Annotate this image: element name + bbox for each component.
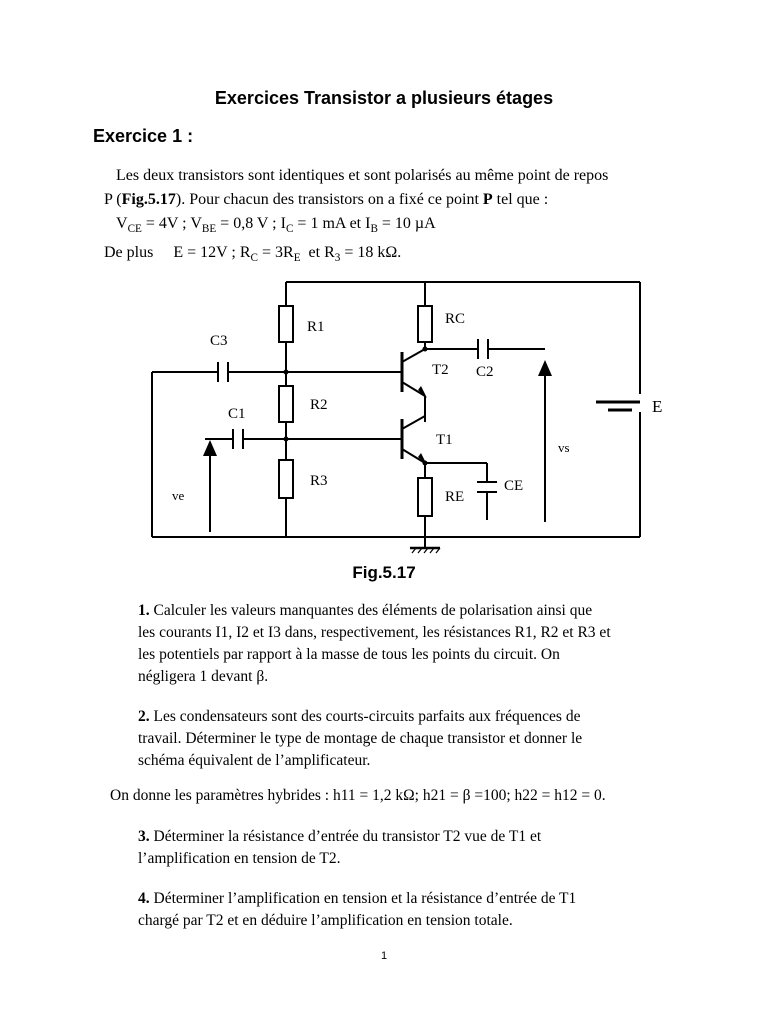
label-ce: CE bbox=[504, 478, 524, 494]
junction-dot bbox=[423, 347, 428, 352]
label-r2: R2 bbox=[310, 397, 328, 413]
label-r1: R1 bbox=[307, 319, 325, 335]
intro-line-1: Les deux transistors sont identiques et sont polarisés au même point de repos bbox=[116, 167, 609, 184]
label-ve: ve bbox=[172, 488, 185, 503]
r3-resistor bbox=[279, 460, 293, 498]
label-vs: vs bbox=[558, 440, 570, 455]
intro-line-2: P (Fig.5.17). Pour chacun des transistors on a fixé ce point P tel que : bbox=[104, 191, 549, 208]
t1-collector-lead bbox=[402, 416, 425, 429]
label-c3: C3 bbox=[210, 333, 228, 349]
t2-collector-lead bbox=[402, 349, 425, 362]
re-resistor bbox=[418, 478, 432, 516]
rc-resistor bbox=[418, 306, 432, 342]
question-1: 1. Calculer les valeurs manquantes des éléments de polarisation ainsi que les courants I1, I2 et I3 dans, respectivement, les résistances R1, R2 et R3 et les potentiels par rapport à la masse de tous les points du circuit. On négligera 1 devant β. bbox=[138, 602, 611, 685]
page-title: Exercices Transistor a plusieurs étages bbox=[214, 88, 554, 108]
intro-line-3: $V_{CE} = 4V$ ; $V_{BE} = 0,8$ V ; $I_C = 1$ mA et $I_B = 10$ µA bbox=[116, 215, 436, 236]
intro-line-4: De plus E = 12V ; $R_C = 3R_E$ et $R_3 = 18$ kΩ. bbox=[104, 244, 402, 265]
junction-dot bbox=[423, 461, 428, 466]
page-number: 1 bbox=[380, 950, 388, 962]
label-c2: C2 bbox=[476, 364, 494, 380]
label-e: E bbox=[652, 397, 663, 416]
exercise-heading: Exercice 1 : bbox=[93, 126, 194, 146]
label-t2: T2 bbox=[432, 362, 449, 378]
question-2: 2. Les condensateurs sont des courts-circuits parfaits aux fréquences de travail. Déterminer le type de montage de chaque transistor et donner le schéma équivalent de l’amplificateur. bbox=[138, 708, 583, 769]
r2-resistor bbox=[279, 386, 293, 422]
label-r3: R3 bbox=[310, 473, 328, 489]
junction-dot bbox=[284, 437, 289, 442]
junction-dot bbox=[284, 370, 289, 375]
vs-arrow-head bbox=[538, 360, 552, 376]
question-4: 4. Déterminer l’amplification en tension et la résistance d’entrée de T1 chargé par T2 et en déduire l’amplification en tension totale. bbox=[138, 890, 577, 929]
r1-resistor bbox=[279, 306, 293, 342]
ve-arrow-head bbox=[203, 440, 217, 456]
figure-caption: Fig.5.17 bbox=[352, 563, 416, 582]
label-re: RE bbox=[445, 489, 465, 505]
label-c1: C1 bbox=[228, 406, 246, 422]
question-3: 3. Déterminer la résistance d’entrée du transistor T2 vue de T1 et l’amplification en tension de T2. bbox=[138, 828, 542, 867]
label-t1: T1 bbox=[436, 432, 453, 448]
label-rc: RC bbox=[445, 311, 466, 327]
hybrid-parameters: On donne les paramètres hybrides : h11 = 1,2 kΩ; h21 = β =100; h22 = h12 = 0. bbox=[110, 787, 606, 804]
